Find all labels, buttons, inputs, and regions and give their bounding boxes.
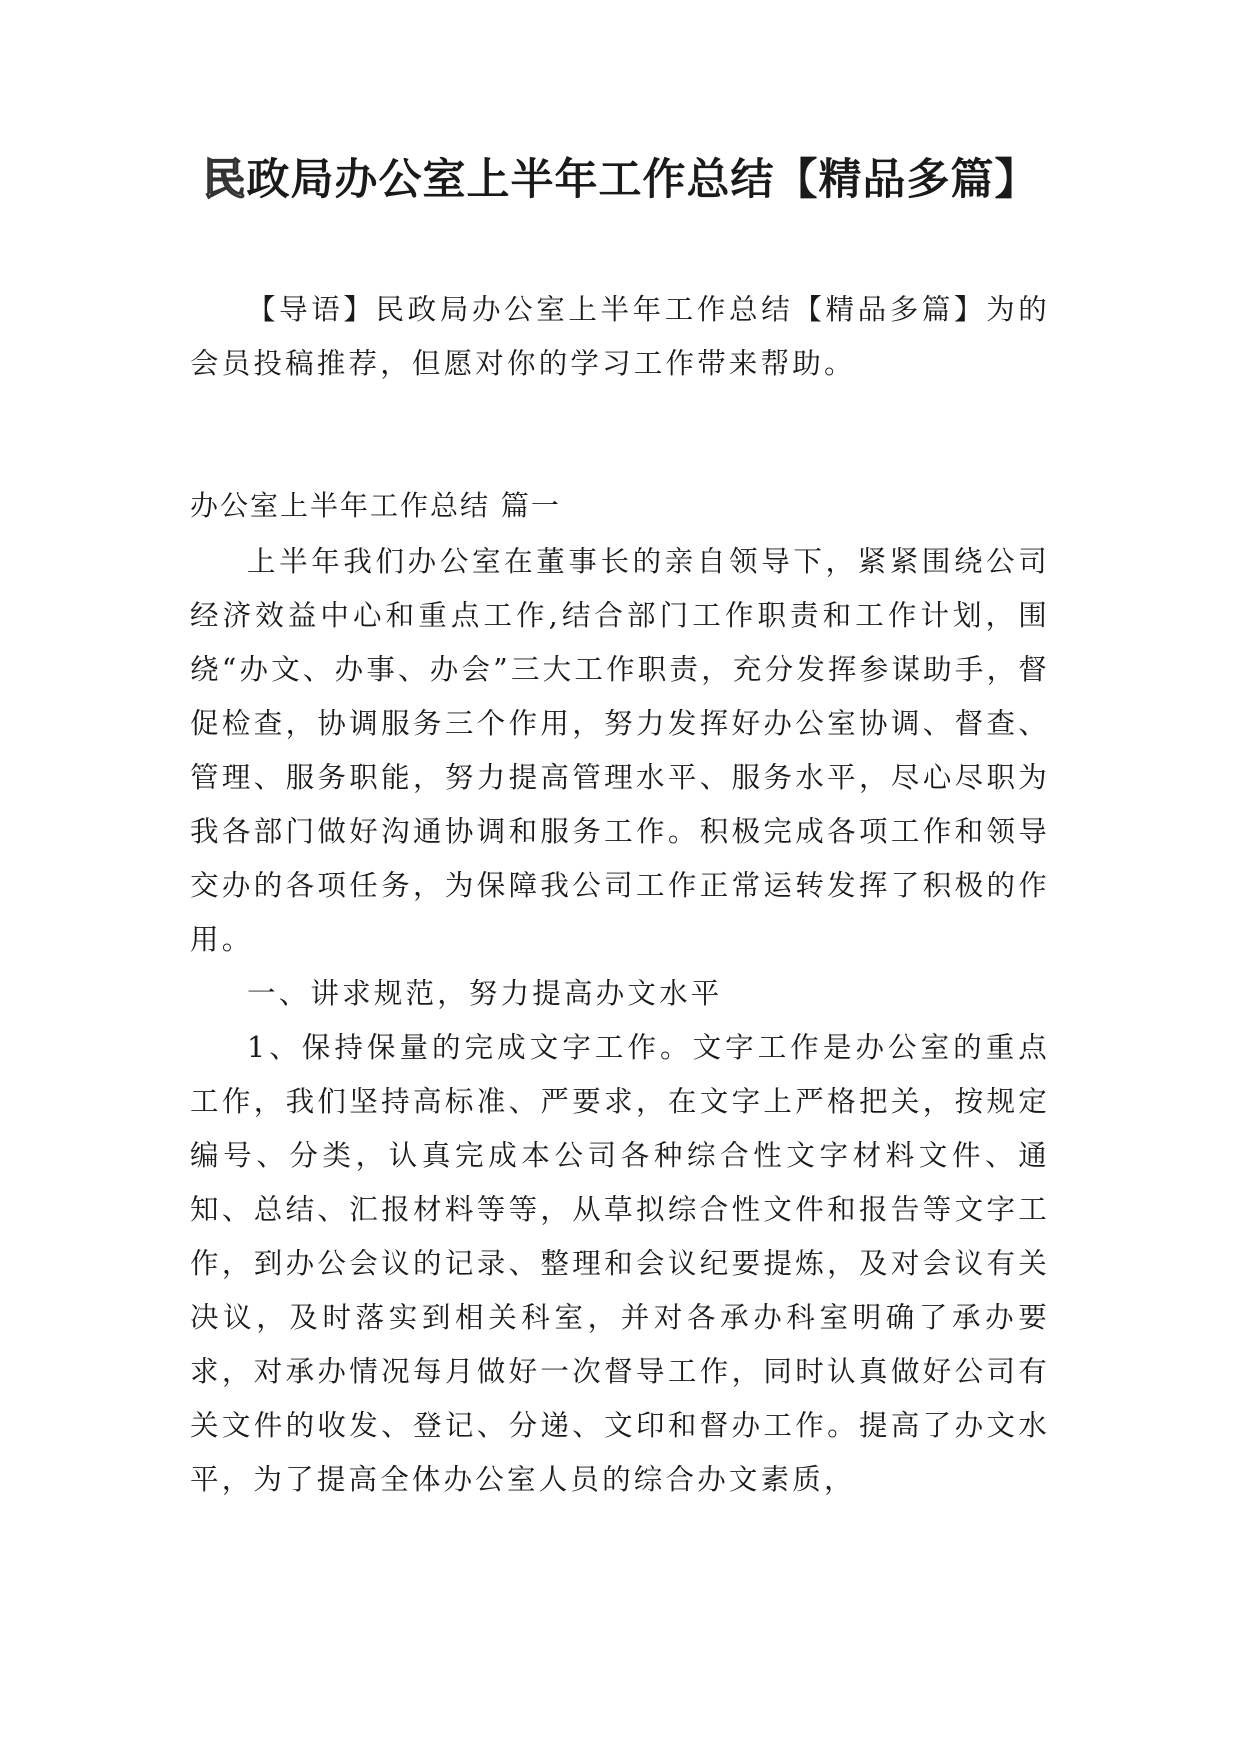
body-paragraph: 1、保持保量的完成文字工作。文字工作是办公室的重点工作，我们坚持高标准、严要求，在文字上严格把关，按规定编号、分类，认真完成本公司各种综合性文字材料文件、通知、总结、汇报材料等等，从草拟综合性文件和报告等文字工作，到办公会议的记录、整理和会议纪要提炼，及对会议有关决议，及时落实到相关科室，并对各承办科室明确了承办要求，对承办情况每月做好一次督导工作，同时认真做好公司有关文件的收发、登记、分递、文印和督办工作。提高了办文水平，为了提高全体办公室人员的综合办文素质，	[190, 1031, 1050, 1496]
subheading: 一、讲求规范，努力提高办文水平	[247, 977, 723, 1010]
document-body	[190, 283, 1050, 1507]
title-text: 政局办公室上半年工作总结【精品多篇】	[246, 155, 1039, 205]
body-paragraph: 上半年我们办公室在董事长的亲自领导下，紧紧围绕公司经济效益中心和重点工作,结合部门工作职责和工作计划，围绕“办文、办事、办会”三大工作职责，充分发挥参谋助手，督促检查，协调服务三个作用，努力发挥好办公室协调、督查、管理、服务职能，努力提高管理水平、服务水平，尽心尽职为我各部门做好沟通协调和服务工作。积极完成各项工作和领导交办的各项任务，为保障我公司工作正常运转发挥了积极的作用。	[190, 545, 1050, 956]
section-heading: 办公室上半年工作总结 篇一	[190, 489, 561, 522]
document-title	[0, 150, 1241, 210]
intro-paragraph: 【导语】民政局办公室上半年工作总结【精品多篇】为的会员投稿推荐，但愿对你的学习工作带来帮助。	[190, 293, 1050, 380]
title-first-char: 民	[202, 155, 247, 205]
